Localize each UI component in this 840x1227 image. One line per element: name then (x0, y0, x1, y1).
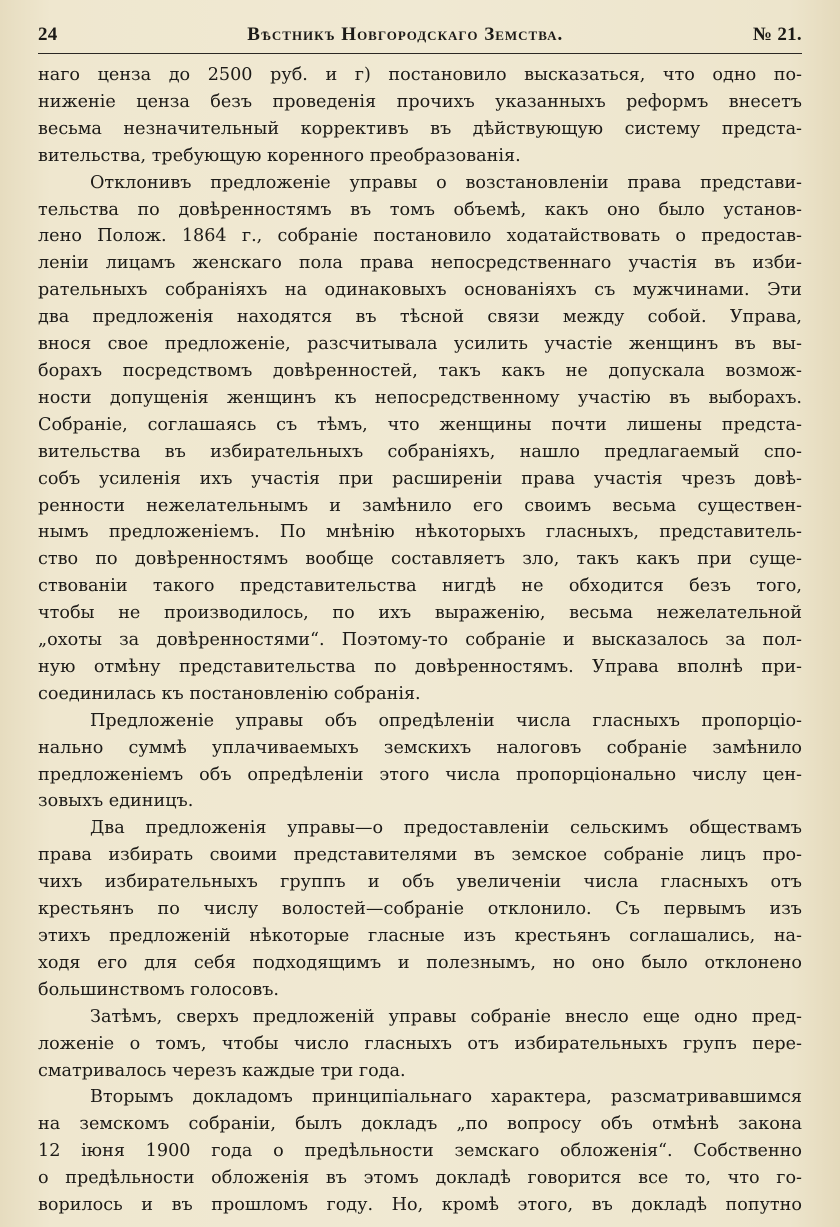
text-line: вительства въ избирательныхъ собраніяхъ, нашло предлагаемый спо- (38, 441, 802, 462)
issue-number: № 21. (752, 24, 802, 45)
text-line: наго ценза до 2500 руб. и г) постановило высказаться, что одно по- (38, 65, 802, 85)
text-line: Затѣмъ, сверхъ предложеній управы собраніе внесло еще одно пред- (90, 1006, 802, 1027)
body-text (38, 62, 802, 1219)
text-line: ложеніе о томъ, чтобы число гласныхъ отъ избирательныхъ групъ пере- (38, 1033, 802, 1054)
text-line: нально суммѣ уплачиваемыхъ земскихъ налоговъ собраніе замѣнило (38, 737, 802, 758)
text-line: внося свое предложеніе, разсчитывала усилить участіе женщинъ въ вы- (38, 334, 802, 355)
text-line: ности допущенія женщинъ къ непосредственному участію въ выборахъ. (38, 387, 802, 408)
text-line: крестьянъ по числу волостей—собраніе отклонило. Съ первымъ изъ (38, 899, 802, 920)
header-rule (38, 53, 802, 54)
text-line: ренности нежелательнымъ и замѣнило его своимъ весьма существен- (38, 495, 802, 516)
text-line: соединилась къ постановленію собранія. (38, 683, 421, 704)
page-number: 24 (38, 24, 58, 45)
text-line: Собраніе, соглашаясь съ тѣмъ, что женщины почти лишены предста- (38, 414, 802, 435)
text-line: чтобы не производилось, по ихъ выраженію, весьма нежелательной (38, 603, 802, 624)
text-line: зовыхъ единицъ. (38, 791, 194, 812)
text-line: нымъ предложеніемъ. По мнѣнію нѣкоторыхъ гласныхъ, представитель- (38, 522, 802, 543)
text-line: сматривалось черезъ каждые три года. (38, 1060, 406, 1081)
text-line: ниженіе ценза безъ проведенія прочихъ указанныхъ реформъ внесетъ (38, 91, 802, 112)
text-line: борахъ посредствомъ довѣренностей, такъ какъ не допускала возмож- (38, 360, 802, 381)
text-line: „охоты за довѣренностями“. Поэтому-то собраніе и высказалось за пол- (38, 630, 802, 651)
text-line: этихъ предложеній нѣкоторые гласные изъ крестьянъ соглашались, на- (38, 926, 802, 946)
text-line: ство по довѣренностямъ вообще составляетъ зло, такъ какъ при суще- (38, 549, 802, 570)
text-line: весьма незначительный коррективъ въ дѣйствующую систему предста- (38, 118, 802, 139)
text-line: чихъ избирательныхъ группъ и объ увеличеніи числа гласныхъ отъ (38, 872, 802, 893)
text-line: большинствомъ голосовъ. (38, 979, 280, 1000)
text-line: ствованіи такого представительства нигдѣ не обходится безъ того, (38, 576, 802, 597)
text-line: лено Полож. 1864 г., собраніе постановило ходатайствовать о предостав- (38, 226, 802, 247)
text-line: о предѣльности обложенія въ этомъ докладѣ говорится все то, что го- (38, 1168, 802, 1189)
text-line: права избирать своими представителями въ земское собраніе лицъ про- (38, 845, 802, 866)
text-line: Два предложенія управы—о предоставленіи сельскимъ обществамъ (90, 818, 802, 839)
text-line: Предложеніе управы объ опредѣленіи числа гласныхъ пропорціо- (90, 710, 802, 731)
text-line: два предложенія находятся въ тѣсной связи между собой. Управа, (38, 307, 802, 328)
text-line: предложеніемъ объ опредѣленіи этого числа пропорціонально числу цен- (38, 764, 802, 785)
text-line: ную отмѣну представительства по довѣренностямъ. Управа вполнѣ при- (38, 656, 802, 677)
text-line: ходя его для себя подходящимъ и полезнымъ, но оно было отклонено (38, 952, 802, 973)
text-line: Вторымъ докладомъ принципіальнаго характера, разсматривавшимся (90, 1087, 802, 1108)
text-line: 12 іюня 1900 года о предѣльности земскаго обложенія“. Собственно (38, 1141, 802, 1162)
text-line: ворилось и въ прошломъ году. Но, кромѣ этого, въ докладѣ попутно (38, 1195, 802, 1216)
text-line: тельства по довѣренностямъ въ томъ объемѣ, какъ оно было установ- (38, 199, 802, 220)
text-line: рательныхъ собраніяхъ на одинаковыхъ основаніяхъ съ мужчинами. Эти (38, 280, 802, 301)
text-line: Отклонивъ предложеніе управы о возстановленіи права представи- (90, 172, 802, 193)
running-header (38, 18, 802, 52)
text-line: вительства, требующую коренного преобразованія. (38, 145, 521, 166)
journal-title: Вѣстникъ Новгородскаго Земства. (247, 24, 564, 45)
text-line: собъ усиленія ихъ участія при расширеніи права участія чрезъ довѣ- (38, 468, 802, 489)
text-line: на земскомъ собраніи, былъ докладъ „по вопросу объ отмѣнѣ закона (38, 1114, 802, 1135)
text-line: леніи лицамъ женскаго пола права непосредственнаго участія въ изби- (38, 253, 802, 274)
